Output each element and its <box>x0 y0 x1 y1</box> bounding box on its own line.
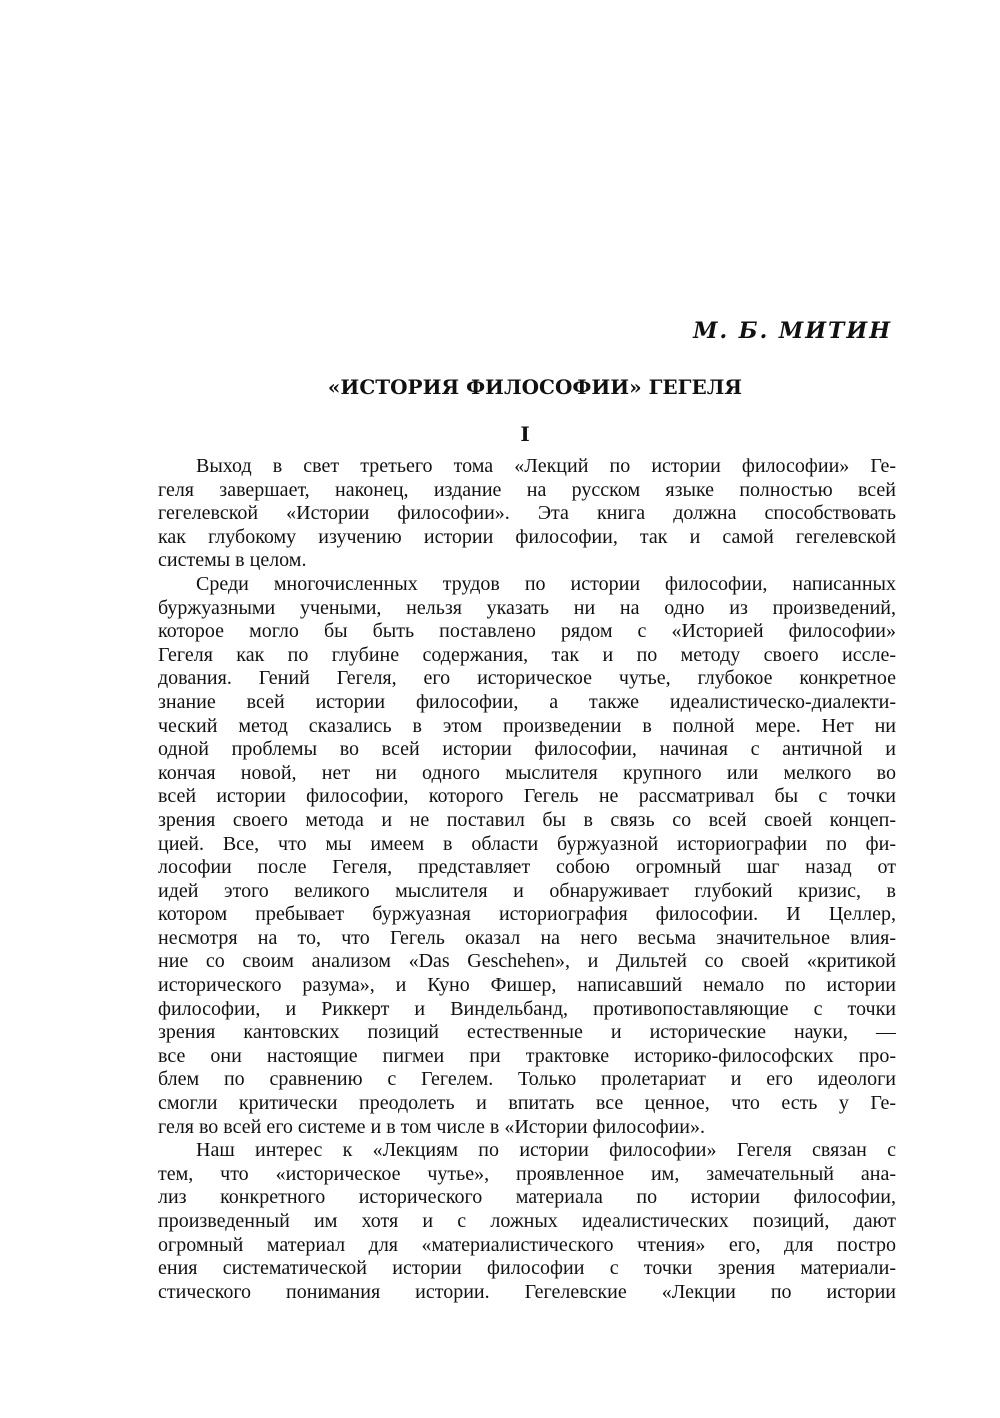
text-line: всей истории философии, которого Гегель не рассматривал бы с точки <box>158 785 896 808</box>
text-line: Наш интерес к «Лекциям по истории философии» Гегеля связан с <box>196 1139 896 1162</box>
text-line: системы в целом. <box>158 549 307 572</box>
text-line: блем по сравнению с Гегелем. Только пролетариат и его идеологи <box>158 1068 896 1091</box>
paragraph <box>158 1139 896 1304</box>
text-line: котором пребывает буржуазная историография философии. И Целлер, <box>158 903 896 926</box>
text-line: стического понимания истории. Гегелевские «Лекции по истории <box>158 1280 896 1303</box>
author-name: М. Б. МИТИН <box>693 318 892 344</box>
text-line: дования. Гений Гегеля, его историческое чутье, глубокое конкретное <box>158 667 896 690</box>
paragraph <box>158 573 896 1139</box>
text-line: Среди многочисленных трудов по истории философии, написанных <box>196 572 896 595</box>
text-line: все они настоящие пигмеи при трактовке историко-философских про- <box>158 1044 896 1067</box>
text-line: лиз конкретного исторического материала по истории философии, <box>158 1186 896 1209</box>
paragraph <box>158 455 896 573</box>
text-line: буржуазными учеными, нельзя указать ни на одно из произведений, <box>158 596 896 619</box>
article-body <box>158 455 896 1304</box>
text-line: ения систематической истории философии с точки зрения материали- <box>158 1257 896 1280</box>
text-line: Выход в свет третьего тома «Лекций по истории философии» Ге- <box>196 455 896 477</box>
text-line: произведенный им хотя и с ложных идеалистических позиций, дают <box>158 1210 896 1232</box>
text-line: смогли критически преодолеть и впитать все ценное, что есть у Ге- <box>158 1092 896 1115</box>
text-line: ческий метод сказались в этом произведении в полной мере. Нет ни <box>158 714 896 737</box>
text-line: геля во всей его системе и в том числе в «Истории философии». <box>158 1115 705 1138</box>
text-line: идей этого великого мыслителя и обнаруживает глубокий кризис, в <box>158 879 896 902</box>
article-title: «ИСТОРИЯ ФИЛОСОФИИ» ГЕГЕЛЯ <box>327 375 743 399</box>
text-line: Гегеля как по глубине содержания, так и по методу своего иссле- <box>158 643 896 666</box>
text-line: огромный материал для «материалистического чтения» его, для постро <box>158 1233 896 1256</box>
text-line: зрения кантовских позиций естественные и исторические науки, — <box>158 1021 896 1044</box>
text-line: цией. Все, что мы имеем в области буржуазной историографии по фи- <box>158 832 896 855</box>
text-line: философии, и Риккерт и Виндельбанд, противопоставляющие с точки <box>158 997 896 1020</box>
text-line: зрения своего метода и не поставил бы в связь со всей своей концеп- <box>158 808 896 831</box>
text-line: которое могло бы быть поставлено рядом с «Историей философии» <box>158 620 896 643</box>
text-line: геля завершает, наконец, издание на русском языке полностью всей <box>158 478 896 501</box>
text-line: кончая новой, нет ни одного мыслителя крупного или мелкого во <box>158 761 896 784</box>
text-line: тем, что «историческое чутье», проявленное им, замечательный ана- <box>158 1162 896 1185</box>
text-line: как глубокому изучению истории философии, так и самой гегелевской <box>158 525 896 548</box>
text-line: одной проблемы во всей истории философии, начиная с античной и <box>158 738 896 761</box>
text-line: лософии после Гегеля, представляет собою огромный шаг назад от <box>158 856 896 879</box>
text-line: исторического разума», и Куно Фишер, написавший немало по истории <box>158 974 896 997</box>
text-line: несмотря на то, что Гегель оказал на него весьма значительное влия- <box>158 926 896 949</box>
text-line: гегелевской «Истории философии». Эта книга должна способствовать <box>158 502 896 525</box>
text-line: ние со своим анализом «Das Geschehen», и Дильтей со своей «критикой <box>158 950 896 973</box>
section-number: I <box>520 422 530 446</box>
text-line: знание всей истории философии, а также идеалистическо-диалекти- <box>158 690 896 713</box>
